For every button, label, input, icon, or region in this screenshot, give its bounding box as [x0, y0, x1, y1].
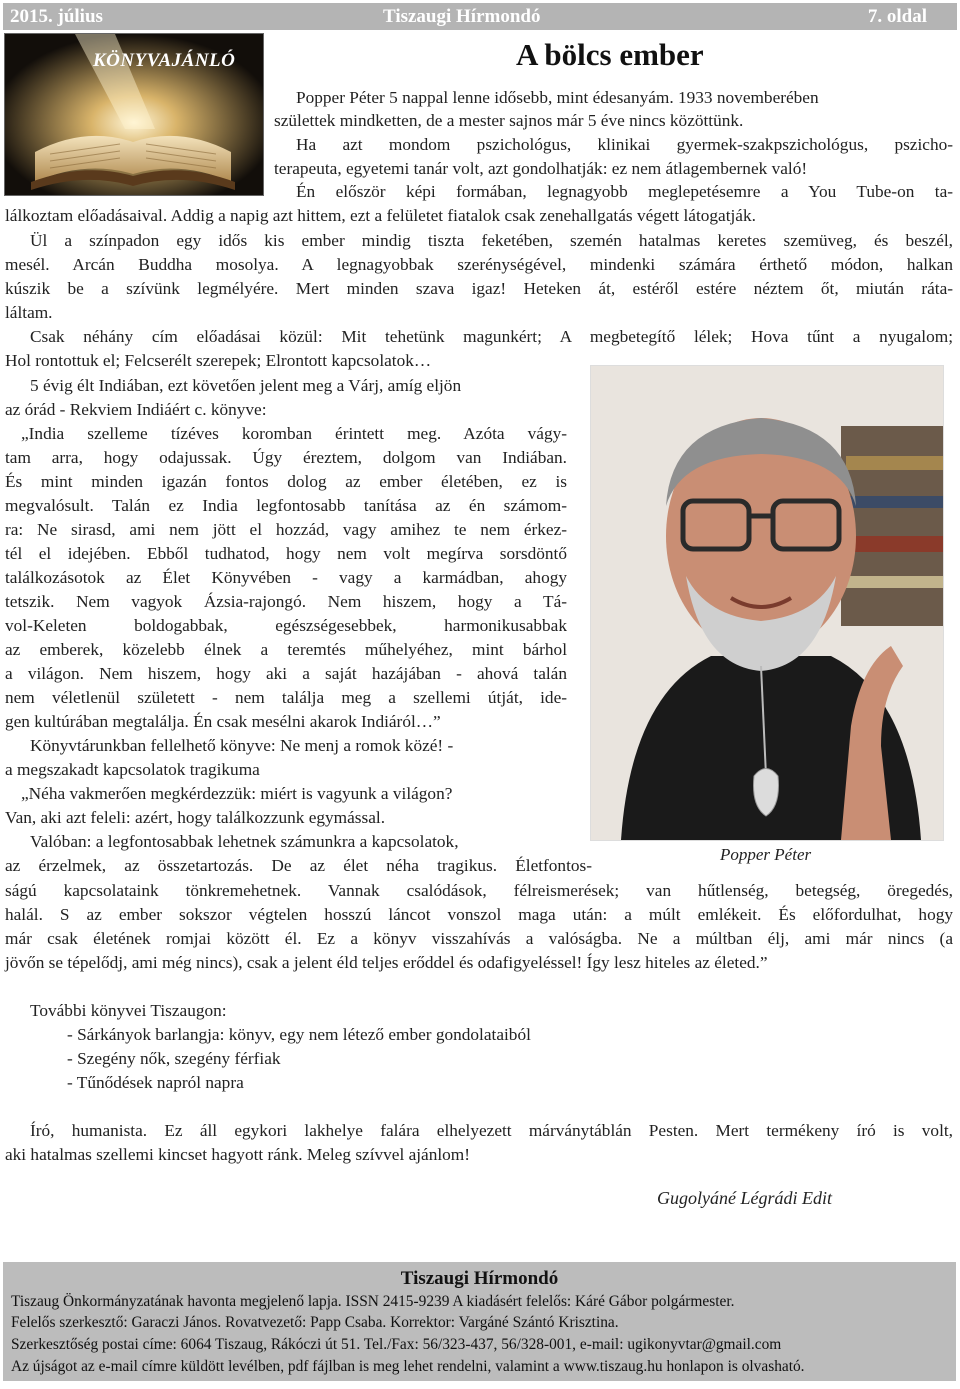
body-line: kúszik be a szívünk legmélyére. Mert minden szava igaz! Heteken át, estéről estére néztem őt, miután ráta- [5, 279, 953, 298]
body-line: az órád - Rekviem Indiáért c. könyve: [5, 400, 267, 419]
body-line: Könyvtárunkban fellelhető könyve: Ne menj a romok közé! - [30, 736, 454, 755]
body-line: ságú kapcsolataink tönkremehetnek. Vannak csalódások, félreismerések; van hűtlenség, betegség, öregedés, [5, 881, 953, 900]
body-line: gen kultúrában megtalálja. Én csak mesélni akarok Indiáról…” [5, 712, 441, 731]
book-recommendation-banner [4, 33, 264, 196]
body-line: születtek mindketten, de a mester sajnos már 5 éve nincs közöttünk. [274, 111, 744, 130]
portrait-photo [591, 366, 943, 840]
body-line: nem véletlenül született - nem találja meg a szellemi útját, ide- [5, 688, 567, 707]
body-line: már csak életének romjai között él. Ez a könyv visszahívás a valóságba. Ne a múltban élj, ami már nincs (a [5, 929, 953, 948]
footer-line: Tiszaug Önkormányzatának havonta megjelenő lapja. ISSN 2415-9239 A kiadásért felelős: Káré Gábor polgármester. [11, 1293, 735, 1310]
article-title: A bölcs ember [516, 37, 704, 72]
body-line: 5 évig élt Indiában, ezt követően jelent meg a Várj, amíg eljön [30, 376, 462, 395]
book-list-item: - Szegény nők, szegény férfiak [67, 1049, 281, 1068]
footer-title: Tiszaugi Hírmondó [400, 1268, 559, 1289]
body-line: jövőn se tépelődj, ami még nincs), csak a jelent éld teljes erőddel és odafigyeléssel! Így lesz hiteles az életed.” [5, 953, 768, 972]
body-line: mesél. Arcán Buddha mosolya. A legnagyobbak szerénységével, mindenki számára érthető módon, halkan [5, 255, 953, 274]
photo-caption: Popper Péter [720, 845, 812, 864]
body-line: láltam. [5, 303, 53, 322]
body-line: „India szelleme tízéves koromban érintett meg. Azóta vágy- [21, 424, 567, 443]
body-line: találkozásotok az Élet Könyvében - vagy a karmádban, ahogy [5, 568, 567, 587]
body-line: az érzelmek, az összetartozás. De az élet néha tragikus. Életfontos- [5, 856, 592, 875]
body-line: aki hatalmas szellemi kincset hagyott ránk. Meleg szívvel ajánlom! [5, 1145, 471, 1164]
footer-box [3, 1262, 956, 1381]
body-line: a világon. Nem hiszem, hogy aki a saját hazájában - ahová talán [5, 664, 567, 683]
issue-date: 2015. július [10, 6, 103, 27]
body-line: ra: Ne sirasd, ami nem jött el hozzád, vagy amihez te nem érkez- [5, 520, 567, 539]
body-line: megvalósult. Talán ez India legfontosabb tanítása az én számom- [5, 496, 567, 515]
body-line: lálkoztam előadásaival. Addig a napig azt hittem, ezt a felületet fiatalok csak zenehallgatás végett látogatják. [5, 206, 756, 225]
body-line: tetszik. Nem vagyok Ázsia-rajongó. Nem hiszem, hogy a Tá- [5, 592, 567, 611]
body-line: Van, aki azt feleli: azért, hogy találkozzunk egymással. [5, 808, 386, 827]
page-number: 7. oldal [867, 6, 927, 27]
body-line: tam arra, hogy odajussak. Úgy éreztem, dolgom van Indiában. [5, 448, 567, 467]
footer-line: Az újságot az e-mail címre küldött levélben, pdf fájlban is meg lehet rendelni, valamint a www.tiszaug.hu honlapon is olvasható. [11, 1358, 805, 1375]
books-heading: További könyvei Tiszaugon: [30, 1001, 227, 1020]
body-line: Csak néhány cím előadásai közül: Mit tehetünk magunkért; A megbetegítő lélek; Hova tűnt a nyugalom; [30, 327, 953, 346]
footer-line: Szerkesztőség postai címe: 6064 Tiszaug, Rákóczi út 51. Tel./Fax: 56/323-437, 56/328-001, e-mail: ugikonyvtar@gmail.com [11, 1336, 782, 1353]
body-line: Popper Péter 5 nappal lenne idősebb, mint édesanyám. 1933 novemberében [296, 88, 819, 107]
footer-line: Felelős szerkesztő: Garaczi János. Rovatvezető: Papp Csaba. Korrektor: Vargáné Szántó Krisztina. [11, 1314, 619, 1331]
body-line: az emberek, közelebb élnek a teremtés műhelyéhez, mint bárhol [5, 640, 567, 659]
body-line: vol-Keleten boldogabbak, egészségesebbek, harmonikusabbak [5, 616, 567, 635]
body-line: Ül a színpadon egy idős kis ember mindig tiszta feketében, szemén hatalmas keretes szemüveg, és beszél, [30, 231, 953, 250]
body-line: „Néha vakmerően megkérdezzük: miért is vagyunk a világon? [21, 784, 453, 803]
banner-label: KÖNYVAJÁNLÓ [93, 50, 236, 71]
body-line: És mint minden igazán fontos dolog az ember életében, ez is [5, 472, 567, 491]
body-line: Ha azt mondom pszichológus, klinikai gyermek-szakpszichológus, pszicho- [296, 135, 953, 154]
body-line: Hol rontottuk el; Felcserélt szerepek; Elrontott kapcsolatok… [5, 351, 432, 370]
body-line: Valóban: a legfontosabbak lehetnek számunkra a kapcsolatok, [30, 832, 459, 851]
body-line: tél el idejében. Ebből tudhatod, hogy nem volt megírva sorsdöntő [5, 544, 567, 563]
header-bar [3, 3, 957, 30]
article-author: Gugolyáné Légrádi Edit [657, 1188, 832, 1208]
body-line: Én először képi formában, legnagyobb meglepetésemre a You Tube-on ta- [296, 182, 953, 201]
body-line: terapeuta, egyetemi tanár volt, azt gondolhatják: ez nem átlagembernek való! [274, 159, 808, 178]
body-line: halál. S az ember sokszor végtelen hosszú láncot vonszol maga után: a múlt emlékeit. És előfordulhat, hogy [5, 905, 953, 924]
body-line: a megszakadt kapcsolatok tragikuma [5, 760, 260, 779]
book-list-item: - Sárkányok barlangja: könyv, egy nem létező ember gondolataiból [67, 1025, 531, 1044]
book-list-item: - Tűnődések napról napra [67, 1073, 244, 1092]
newspaper-name: Tiszaugi Hírmondó [383, 6, 541, 27]
body-line: Író, humanista. Ez áll egykori lakhelye falára elhelyezett márványtáblán Pesten. Mert termékeny író is volt, [30, 1121, 953, 1140]
